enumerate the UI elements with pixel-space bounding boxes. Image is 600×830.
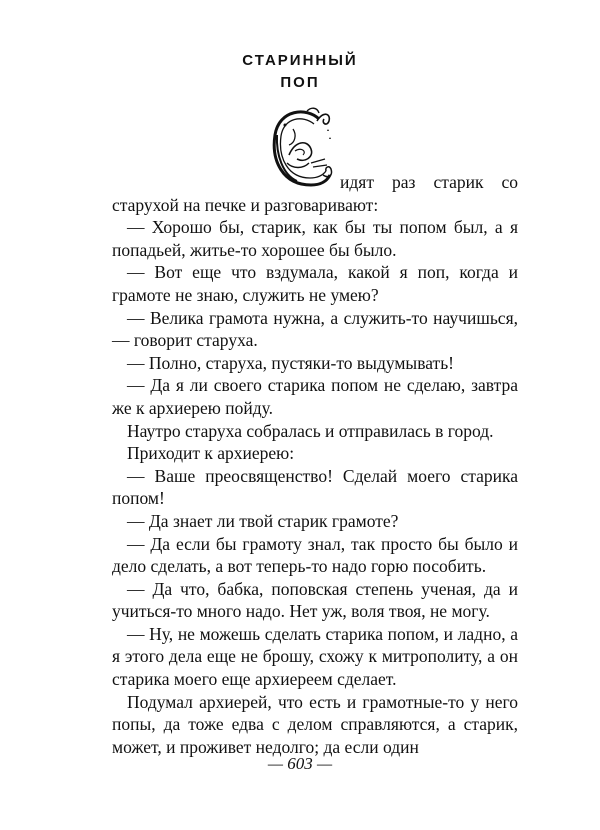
paragraph-11: — Да если бы грамоту знал, так просто бы было и дело сделать, а вот теперь-то надо горю пособить. [112,533,518,577]
paragraph-1: идят раз старик со старухой на печке и разговаривают: [112,172,518,215]
paragraph-8: Приходит к архиерею: [127,443,295,464]
paragraph-14: Подумал архиерей, что есть и грамотные-то у него попы, да тоже едва с делом справляются, а старик, может, и проживет недолго; да если один [112,691,518,757]
paragraph-13: — Ну, не можешь сделать старика попом, и ладно, а я этого дела еще не брошу, схожу к митрополиту, а он старика моего еще архиереем сделает. [112,623,518,690]
page-number: — 603 — [267,754,333,773]
paragraph-3: — Вот еще что вздумала, какой я поп, когда и грамоте не знаю, служить не умею? [112,262,518,305]
paragraph-4: — Велика грамота нужна, а служить-то научишься,— говорит старуха. [112,307,518,351]
paragraph-7: Наутро старуха собралась и отправилась в город. [127,420,494,441]
title-line-2: ПОП [280,74,320,91]
story-title [0,50,600,94]
paragraph-12: — Да что, бабка, поповская степень ученая, да и учиться-то много надо. Нет уж, воля твоя, не могу. [112,578,518,622]
paragraph-6: — Да я ли своего старика попом не сделаю, завтра же к архиерею пойду. [112,375,518,418]
paragraph-5: — Полно, старуха, пустяки-то выдумывать! [127,352,454,373]
story-text [112,171,518,758]
title-line-1: СТАРИННЫЙ [242,52,358,69]
paragraph-9: — Ваше преосвященство! Сделай моего старика попом! [112,465,518,509]
paragraph-10: — Да знает ли твой старик грамоте? [127,510,399,531]
paragraph-2: — Хорошо бы, старик, как бы ты попом был, а я попадьей, житье-то хорошее бы было. [112,217,518,260]
